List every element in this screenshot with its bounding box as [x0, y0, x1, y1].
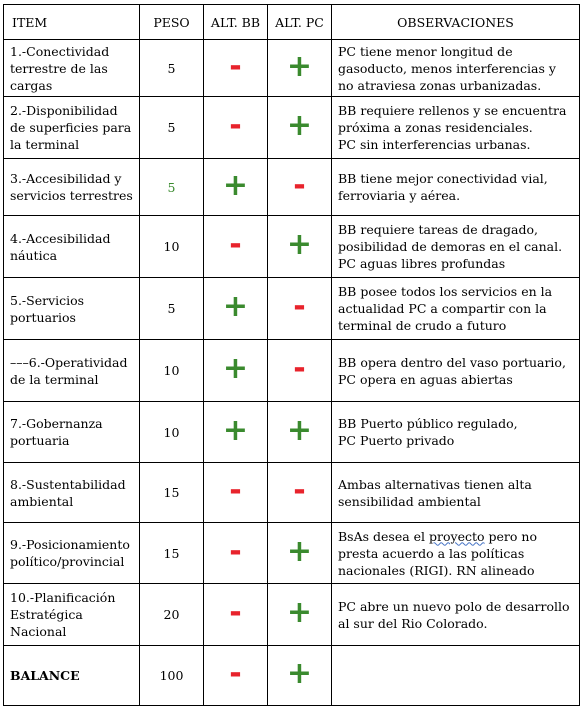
header-item: ITEM	[4, 5, 140, 40]
alt-pc-cell	[268, 340, 332, 402]
spellcheck-word: proyecto	[429, 528, 485, 544]
peso-cell: 10	[140, 402, 204, 463]
text-line: PC tiene menor longitud de	[338, 43, 513, 59]
plus-icon: +	[286, 108, 313, 143]
header-row	[4, 5, 580, 40]
alt-pc-cell	[268, 402, 332, 463]
balance-observaciones	[332, 646, 580, 706]
plus-icon: +	[286, 595, 313, 630]
text-line: terminal de crudo a futuro	[338, 318, 507, 333]
text-line: terrestre de las	[10, 60, 108, 76]
text-line: náutica	[10, 247, 58, 263]
item-cell	[4, 463, 140, 523]
text-line: nacionales (RIGI). RN alineado	[338, 562, 535, 578]
plus-icon: +	[286, 227, 313, 262]
item-cell	[4, 159, 140, 216]
table-body	[4, 40, 580, 706]
minus-icon: -	[229, 595, 242, 630]
text-line: BB opera dentro del vaso portuario,	[338, 354, 566, 370]
observaciones-cell	[332, 340, 580, 402]
minus-icon: -	[293, 351, 306, 386]
text-line: 4.-Accesibilidad	[10, 230, 111, 246]
text-line: Nacional	[10, 624, 67, 639]
plus-icon: +	[286, 412, 313, 448]
alt-bb-cell	[204, 340, 268, 402]
minus-icon: -	[229, 533, 242, 569]
alt-bb-cell	[204, 278, 268, 340]
alt-pc-cell	[268, 463, 332, 523]
item-cell	[4, 584, 140, 646]
minus-icon: -	[293, 473, 306, 508]
text-line: BB requiere rellenos y se encuentra	[338, 103, 567, 118]
balance-label: BALANCE	[4, 646, 140, 706]
table-row	[4, 159, 580, 216]
table-row	[4, 216, 580, 278]
observaciones-cell	[332, 40, 580, 97]
header-alt-pc: ALT. PC	[268, 5, 332, 40]
item-cell	[4, 523, 140, 584]
alt-bb-cell	[204, 463, 268, 523]
table-row	[4, 402, 580, 463]
alt-bb-cell	[204, 40, 268, 97]
balance-alt-pc	[268, 646, 332, 706]
peso-cell: 5	[140, 278, 204, 340]
observaciones-cell	[332, 216, 580, 278]
peso-cell: 15	[140, 523, 204, 584]
alt-bb-cell	[204, 523, 268, 584]
plus-icon: +	[286, 533, 313, 569]
table-row	[4, 463, 580, 523]
peso-cell: 20	[140, 584, 204, 646]
text-line: de superficies para	[10, 120, 132, 135]
header-alt-bb: ALT. BB	[204, 5, 268, 40]
minus-icon: -	[293, 167, 306, 203]
text-line: actualidad PC a compartir con la	[338, 301, 547, 316]
item-cell	[4, 340, 140, 402]
text-line: –––6.-Operatividad	[10, 354, 128, 370]
table-row	[4, 584, 580, 646]
alt-pc-cell	[268, 523, 332, 584]
text-line: BB Puerto público regulado,	[338, 416, 518, 431]
comparison-table	[3, 4, 580, 706]
text-line: BsAs desea el proyecto pero no	[338, 528, 537, 544]
text-line: ferroviaria y aérea.	[338, 188, 461, 203]
text-line: político/provincial	[10, 554, 125, 569]
plus-icon: +	[222, 167, 249, 203]
peso-cell: 5	[140, 40, 204, 97]
observaciones-cell	[332, 523, 580, 584]
table-row	[4, 40, 580, 97]
text-line: PC Puerto privado	[338, 433, 455, 448]
text-line: de la terminal	[10, 371, 99, 387]
text-line: sensibilidad ambiental	[338, 493, 481, 509]
comparison-table-container	[3, 4, 579, 706]
alt-bb-cell	[204, 97, 268, 159]
alt-pc-cell	[268, 216, 332, 278]
text-line: cargas	[10, 77, 53, 93]
text-line: 3.-Accesibilidad y	[10, 171, 122, 186]
peso-cell: 15	[140, 463, 204, 523]
observaciones-cell	[332, 97, 580, 159]
text-line: portuarios	[10, 309, 76, 325]
text-line: 8.-Sustentabilidad	[10, 476, 126, 492]
text-line: portuaria	[10, 433, 70, 448]
header-observaciones: OBSERVACIONES	[332, 5, 580, 40]
minus-icon: -	[229, 656, 242, 691]
item-cell	[4, 402, 140, 463]
plus-icon: +	[222, 351, 249, 386]
plus-icon: +	[222, 289, 249, 324]
text-line: presta acuerdo a las políticas	[338, 545, 525, 561]
minus-icon: -	[229, 473, 242, 508]
text-line: al sur del Rio Colorado.	[338, 615, 488, 631]
text-line: no atraviesa zonas urbanizadas.	[338, 77, 542, 93]
plus-icon: +	[222, 412, 249, 448]
text-line: 7.-Gobernanza	[10, 416, 103, 431]
text-line: próxima a zonas residenciales.	[338, 120, 533, 135]
text-line: PC opera en aguas abiertas	[338, 371, 513, 387]
alt-pc-cell	[268, 40, 332, 97]
alt-pc-cell	[268, 584, 332, 646]
peso-cell: 10	[140, 340, 204, 402]
text-line: servicios terrestres	[10, 188, 133, 203]
alt-bb-cell	[204, 584, 268, 646]
text-line: Ambas alternativas tienen alta	[338, 476, 532, 492]
plus-icon: +	[286, 656, 313, 691]
text-line: PC sin interferencias urbanas.	[338, 137, 531, 152]
peso-cell: 5	[140, 97, 204, 159]
alt-bb-cell	[204, 402, 268, 463]
text-line: 2.-Disponibilidad	[10, 103, 118, 118]
alt-pc-cell	[268, 97, 332, 159]
item-cell	[4, 216, 140, 278]
alt-pc-cell	[268, 159, 332, 216]
item-cell	[4, 97, 140, 159]
alt-pc-cell	[268, 278, 332, 340]
balance-row	[4, 646, 580, 706]
item-cell	[4, 40, 140, 97]
alt-bb-cell	[204, 216, 268, 278]
text-line: la terminal	[10, 137, 80, 152]
minus-icon: -	[293, 289, 306, 324]
text-line: 1.-Conectividad	[10, 43, 110, 59]
text-line: BB requiere tareas de dragado,	[338, 222, 538, 237]
header-peso: PESO	[140, 5, 204, 40]
text-line: 10.-Planificación	[10, 590, 116, 605]
alt-bb-cell	[204, 159, 268, 216]
text-line: 5.-Servicios	[10, 292, 85, 308]
plus-icon: +	[286, 48, 313, 84]
balance-alt-bb	[204, 646, 268, 706]
text-line: PC abre un nuevo polo de desarrollo	[338, 598, 570, 614]
text-line: posibilidad de demoras en el canal.	[338, 239, 563, 254]
peso-cell: 5	[140, 159, 204, 216]
minus-icon: -	[229, 227, 242, 262]
balance-peso: 100	[140, 646, 204, 706]
observaciones-cell	[332, 159, 580, 216]
table-row	[4, 97, 580, 159]
text-line: PC aguas libres profundas	[338, 256, 506, 271]
table-row	[4, 278, 580, 340]
text-line: ambiental	[10, 493, 74, 509]
observaciones-cell	[332, 463, 580, 523]
observaciones-cell	[332, 402, 580, 463]
text-line: BB posee todos los servicios en la	[338, 284, 553, 299]
observaciones-cell	[332, 584, 580, 646]
text-line: BB tiene mejor conectividad vial,	[338, 171, 548, 186]
text-line: 9.-Posicionamiento	[10, 537, 130, 552]
observaciones-cell	[332, 278, 580, 340]
minus-icon: -	[229, 108, 242, 143]
table-row	[4, 340, 580, 402]
minus-icon: -	[229, 48, 242, 84]
text-line: gasoducto, menos interferencias y	[338, 60, 556, 76]
peso-cell: 10	[140, 216, 204, 278]
table-row	[4, 523, 580, 584]
text-line: Estratégica	[10, 607, 83, 622]
item-cell	[4, 278, 140, 340]
